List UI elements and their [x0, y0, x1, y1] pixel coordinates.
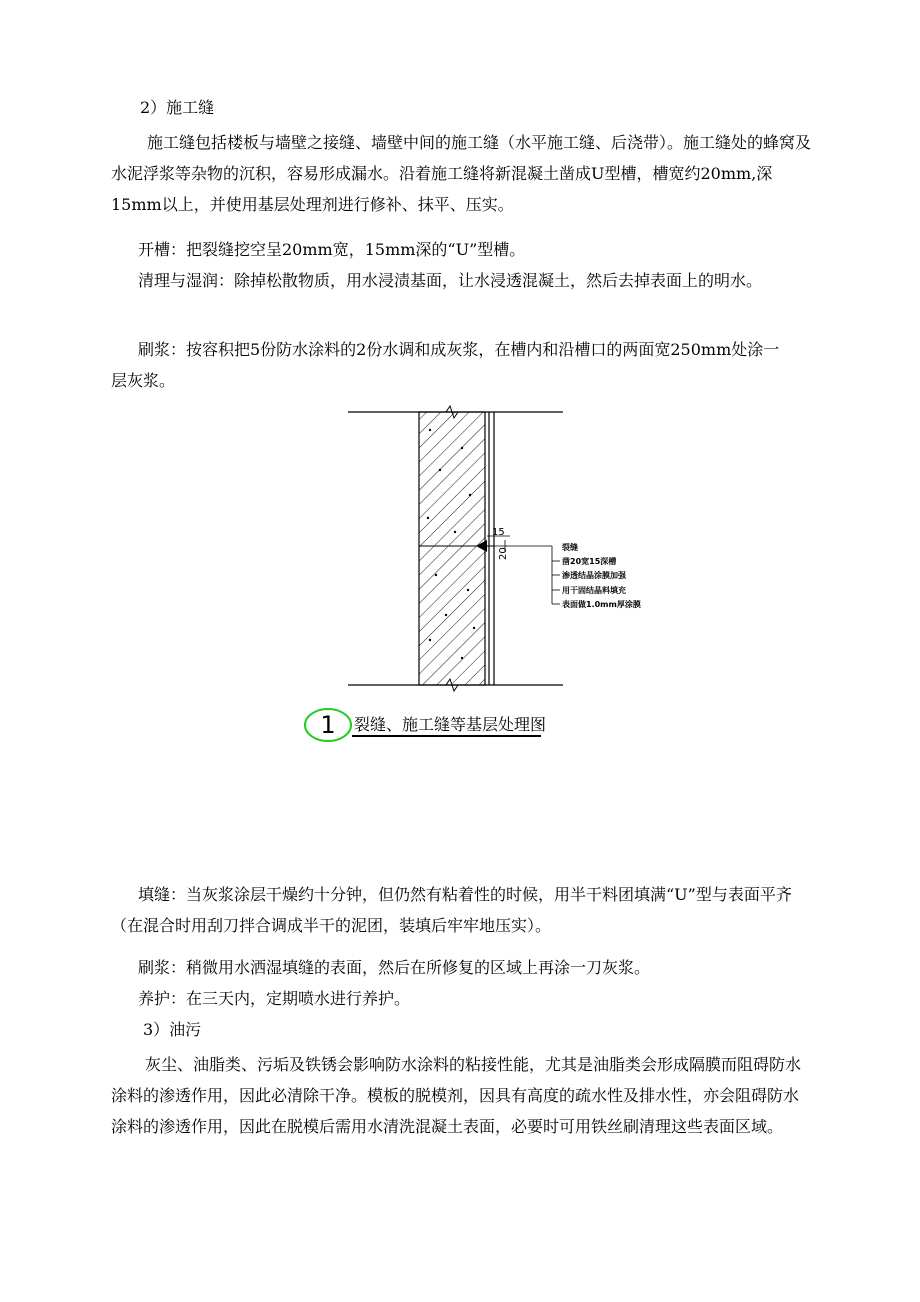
label-groove: 凿20宽15深槽	[562, 557, 617, 566]
crack-treatment-diagram	[0, 400, 920, 750]
paragraph-cleaning: 清理与湿润：除掉松散物质，用水浸渍基面，让水浸透混凝土，然后去掉表面上的明水。	[138, 271, 763, 290]
label-membrane: 表面做1.0mm厚涂膜	[562, 600, 641, 609]
label-coating: 渗透结晶涂膜加强	[562, 571, 626, 580]
label-filling: 用干固结晶料填充	[562, 586, 626, 595]
section-2-heading: 2）施工缝	[140, 98, 215, 117]
figure-number: 1	[320, 711, 336, 739]
paragraph-rebrushing: 刷浆：稍微用水洒湿填缝的表面，然后在所修复的区域上再涂一刀灰浆。	[138, 958, 651, 977]
leader-ticks	[552, 561, 560, 604]
paragraph-brushing: 刷浆：按容积把5份防水涂料的2份水调和成灰浆，在槽内和沿槽口的两面宽250mm处涂一层灰浆。	[111, 340, 780, 390]
dim-depth-text: 20	[498, 547, 509, 560]
paragraph-oil-stains: 灰尘、油脂类、污垢及铁锈会影响防水涂料的粘接性能，尤其是油脂类会形成隔膜而阻碍防水涂料的渗透作用，因此必清除干净。模板的脱模剂，因具有高度的疏水性及排水性，亦会阻碍防水涂料的渗透作用，因此在脱模后需用水清洗混凝土表面，必要时可用铁丝刷清理这些表面区域。	[111, 1055, 802, 1136]
paragraph-filling: 填缝：当灰浆涂层干燥约十分钟，但仍然有粘着性的时候，用半干料团填满“U”型与表面平齐（在混合时用刮刀拌合调成半干的泥团，装填后牢牢地压实）。	[111, 885, 792, 935]
section-3-heading: 3）油污	[143, 1020, 202, 1039]
paragraph-construction-joint: 施工缝包括楼板与墙壁之接缝、墙壁中间的施工缝（水平施工缝、后浇带）。施工缝处的蜂窝及水泥浮浆等杂物的沉积，容易形成漏水。沿着施工缝将新混凝土凿成U型槽，槽宽约20mm,深15mm以上，并使用基层处理剂进行修补、抹平、压实。	[111, 133, 812, 214]
paragraph-curing: 养护：在三天内，定期喷水进行养护。	[138, 989, 411, 1008]
figure-caption: 裂缝、施工缝等基层处理图	[354, 715, 547, 734]
concrete-wall	[419, 412, 485, 685]
figure-crack-treatment	[0, 400, 920, 750]
label-crack: 裂缝	[562, 543, 578, 552]
paragraph-grooving: 开槽：把裂缝挖空呈20mm宽，15mm深的“U”型槽。	[138, 240, 526, 259]
dim-width-text: 15	[492, 527, 505, 538]
